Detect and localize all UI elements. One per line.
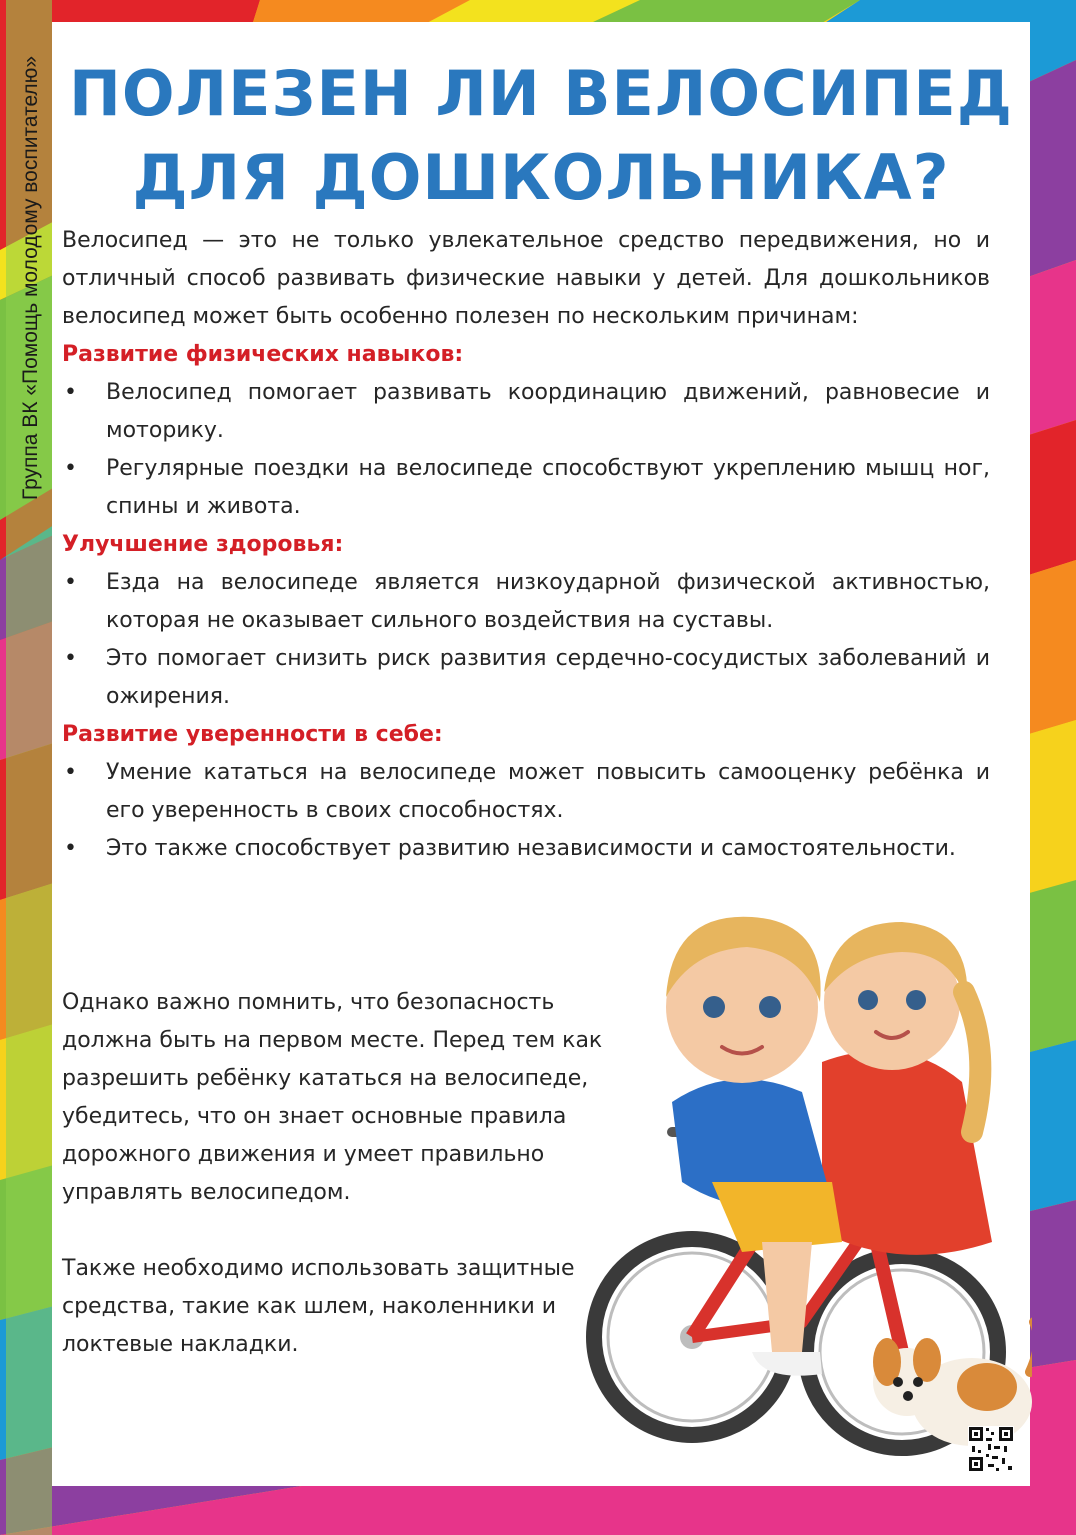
list-item: • Умение кататься на велосипеде может повысить самооценку ребёнка и его уверенность в своих способностях. bbox=[62, 754, 990, 830]
intro-paragraph: Велосипед — это не только увлекательное средство передвижения, но и отличный способ развивать физические навыки у детей. Для дошкольников велосипед может быть особенно полезен по нескольким причинам: bbox=[62, 228, 990, 329]
section-heading-physical: Развитие физических навыков: bbox=[62, 342, 464, 367]
title-line-2: ДЛЯ ДОШКОЛЬНИКА? bbox=[132, 141, 950, 214]
list-item: • Езда на велосипеде является низкоударной физической активностью, которая не оказывает сильного воздействия на суставы. bbox=[62, 564, 990, 640]
section-heading-health: Улучшение здоровья: bbox=[62, 532, 344, 557]
list-item: • Это также способствует развитию независимости и самостоятельности. bbox=[62, 830, 990, 868]
qr-code-icon bbox=[968, 1426, 1014, 1472]
section-list-physical bbox=[62, 374, 990, 526]
section-list-health bbox=[62, 564, 990, 716]
protection-paragraph: Также необходимо использовать защитные средства, такие как шлем, наколенники и локтевые накладки. bbox=[62, 1256, 575, 1357]
safety-paragraph: Однако важно помнить, что безопасность должна быть на первом месте. Перед тем как разрешить ребёнку кататься на велосипеде, убедитесь, что он знает основные правила дорожного движения и умеет правильно управлять велосипедом. bbox=[62, 990, 603, 1205]
content-panel bbox=[52, 22, 1030, 1486]
list-item: • Регулярные поездки на велосипеде способствуют укреплению мышц ног, спины и живота. bbox=[62, 450, 990, 526]
sidebar-group-label: Группа ВК «Помощь молодому воспитателю» bbox=[19, 55, 42, 501]
section-heading-confidence: Развитие уверенности в себе: bbox=[62, 722, 443, 747]
safety-text-block bbox=[62, 984, 622, 1364]
page-title bbox=[52, 52, 1030, 220]
section-list-confidence bbox=[62, 754, 990, 868]
children-on-bicycle-illustration bbox=[572, 882, 1032, 1482]
list-item: • Велосипед помогает развивать координацию движений, равновесие и моторику. bbox=[62, 374, 990, 450]
title-line-1: ПОЛЕЗЕН ЛИ ВЕЛОСИПЕД bbox=[69, 57, 1013, 130]
list-item: • Это помогает снизить риск развития сердечно-сосудистых заболеваний и ожирения. bbox=[62, 640, 990, 716]
main-content bbox=[62, 222, 990, 868]
